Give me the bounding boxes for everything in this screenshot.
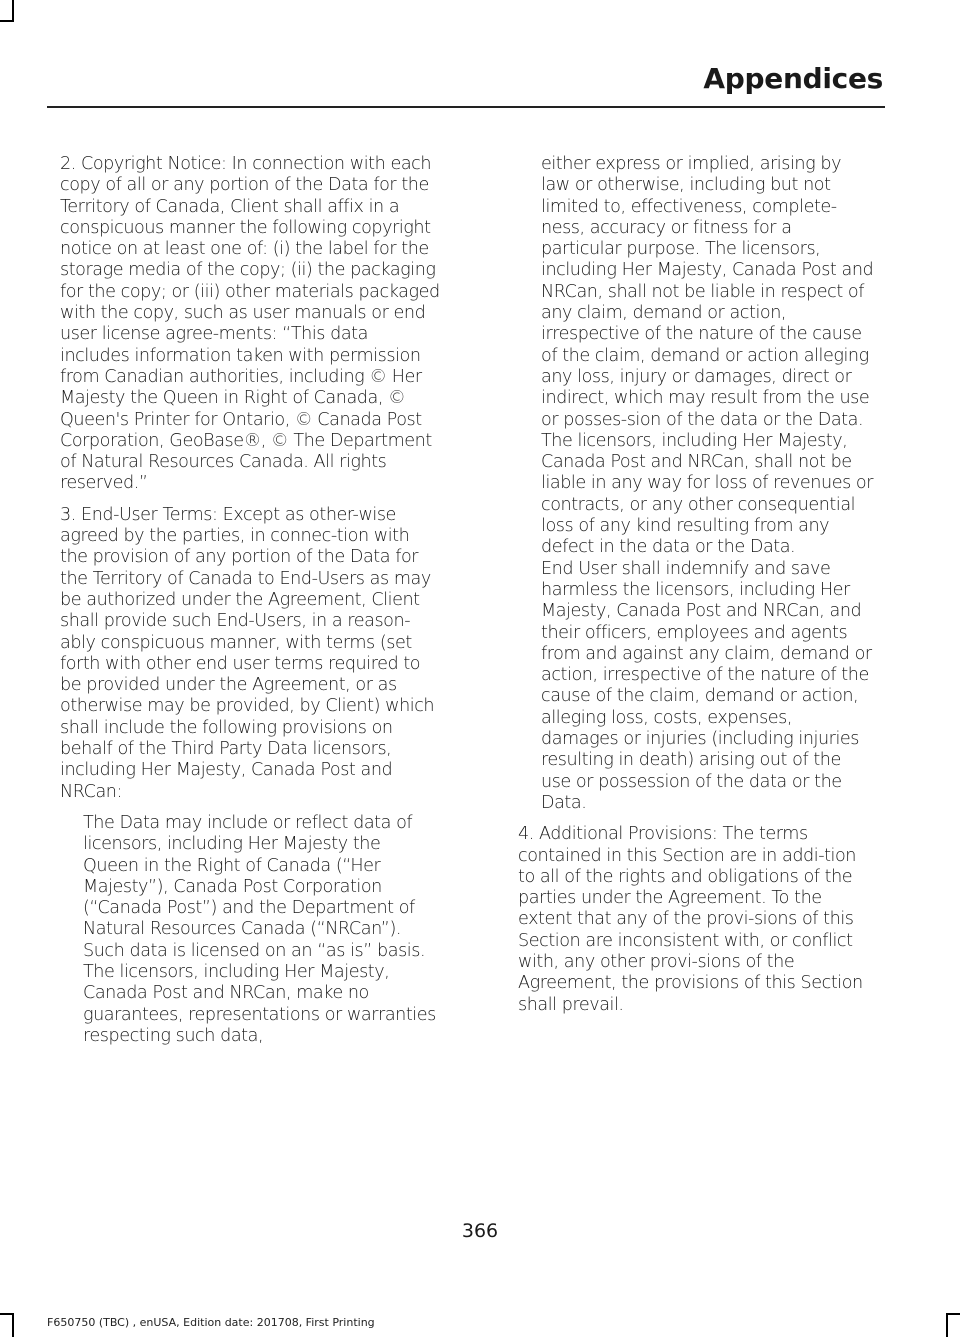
additional-provisions-paragraph: 4. Additional Provisions: The terms contained in this Section are in addi-tion to all of the rights and obligations of the parties under the Agreement. To the extent that any of the provi-sions of this Section are inconsistent with, or conflict with, any other provi-sions of the Agreement, the provisions of this Section shall prevail. bbox=[518, 824, 863, 1015]
end-user-terms-paragraph: 3. End-User Terms: Except as other-wise agreed by the parties, in connec-tion with the provision of any portion of the Data for the Territory of Canada to End-Users as may be authorized under the Agreement, Client shall provide such End-Users, in a reason-ably conspicuous manner, with terms (set forth with other end user terms required to be provided under the Agreement, or as otherwise may be provided, by Client) which shall include the following provisions on behalf of the Third Party Data licensors, including Her Majesty, Canada Post and NRCan: bbox=[60, 504, 435, 802]
copyright-notice-paragraph: 2. Copyright Notice: In connection with each copy of all or any portion of the Data for the Territory of Canada, Client shall affix in a conspicuous manner the following copyright notice on at least one of: (i) the label for the storage media of the copy; (ii) the packaging for the copy; or (iii) other materials packaged with the copy, such as user manuals or end user license agree-ments: “This data includes information taken with permission from Canadian authorities, including © Her Majesty the Queen in Right of Canada, © Queen's Printer for Ontario, © Canada Post Corporation, GeoBase®, © The Department of Natural Resources Canada. All rights reserved.” bbox=[60, 154, 440, 494]
page-number: 366 bbox=[461, 1220, 499, 1242]
crop-mark-bottom-right-v bbox=[946, 1313, 948, 1337]
licensor-provision-continued: either express or implied, arising by law or otherwise, including but not limited to, effectiveness, complete-ness, accuracy or fitness for a particular purpose. The licensors, including Her Majesty, Canada Post and NRCan, shall not be liable in respect of any claim, demand or action, irrespective of the nature of the cause of the claim, demand or action alleging any loss, injury or damages, direct or indirect, which may result from the use or posses-sion of the data or the Data. The licensors, including Her Majesty, Canada Post and NRCan, shall not be liable in any way for loss of revenues or contracts, or any other consequential loss of any kind resulting from any defect in the data or the Data. bbox=[541, 154, 874, 558]
crop-mark-top-left-h bbox=[0, 20, 14, 22]
header-divider bbox=[47, 106, 885, 108]
crop-mark-bottom-right-h bbox=[946, 1313, 960, 1315]
licensor-provision-text: The Data may include or reflect data of licensors, including Her Majesty the Queen in the Right of Canada (“Her Majesty”), Canada Post Corporation (“Canada Post”) and the Department of Natural Resources Canada (“NRCan”). Such data is licensed on an “as is” basis. The licensors, including Her Majesty, Canada Post and NRCan, make no guarantees, representations or warranties respecting such data, bbox=[83, 812, 436, 1046]
crop-mark-bottom-left-h bbox=[0, 1313, 14, 1315]
right-column bbox=[518, 154, 874, 1026]
crop-mark-bottom-left-v bbox=[12, 1313, 14, 1337]
footer-edition-info: F650750 (TBC) , enUSA, Edition date: 201708, First Printing bbox=[47, 1316, 375, 1329]
page-title: Appendices bbox=[703, 62, 883, 95]
indemnify-provision: End User shall indemnify and save harmless the licensors, including Her Majesty, Canada Post and NRCan, and their officers, employees and agents from and against any claim, demand or action, irrespective of the nature of the cause of the claim, demand or action, alleging loss, costs, expenses, damages or injuries (including injuries resulting in death) arising out of the use or possession of the data or the Data. bbox=[541, 558, 872, 813]
crop-mark-top-left-v bbox=[12, 0, 14, 22]
left-column bbox=[60, 154, 440, 1047]
